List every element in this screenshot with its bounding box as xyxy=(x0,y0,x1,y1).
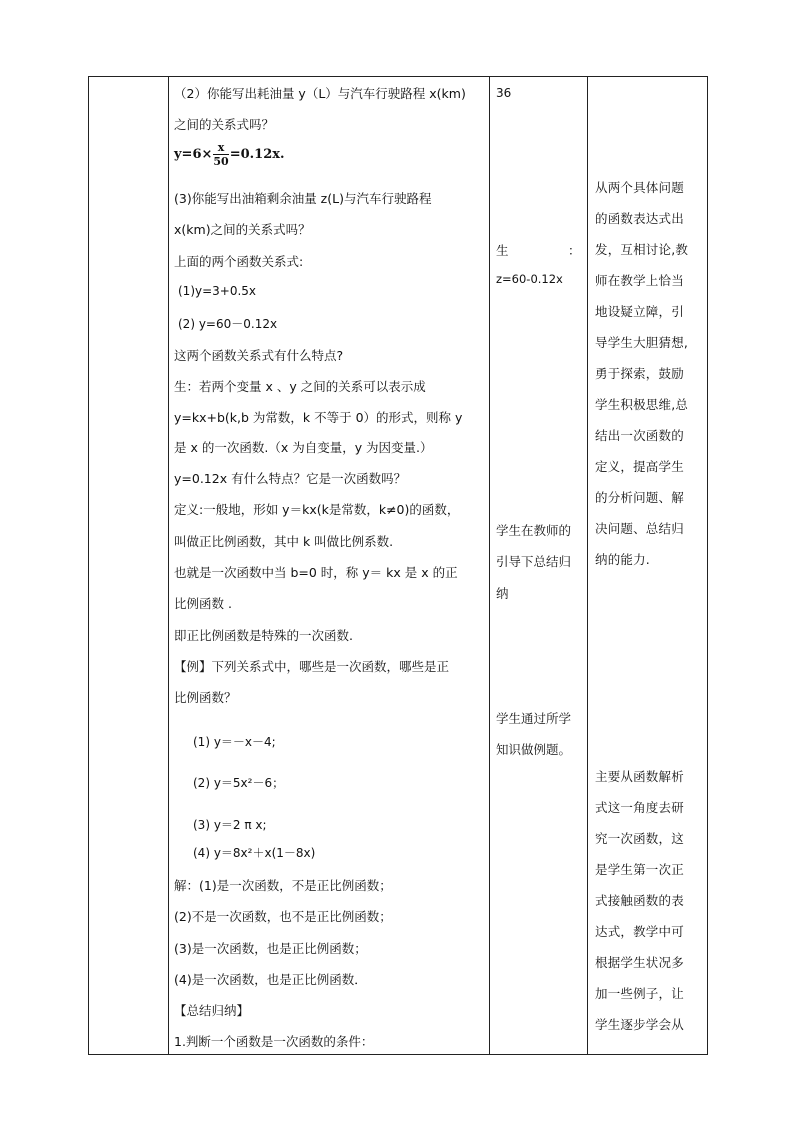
student-definition-line-2: y=kx+b(k,b 为常数，k 不等于 0）的形式，则称 y xyxy=(174,410,463,425)
student-label-colon: ： xyxy=(568,243,581,258)
intent-line: 的函数表达式出 xyxy=(595,211,684,226)
function-1: (1)y=3+0.5x xyxy=(178,284,257,298)
student-activity-line-5: 知识做例题。 xyxy=(496,742,572,757)
table-top-border xyxy=(88,76,708,77)
example-item-2: (2) y＝5x²－6； xyxy=(193,776,285,790)
also-line-1: 也就是一次函数中当 b=0 时，称 y＝ kx 是 x 的正 xyxy=(174,565,458,580)
question-2-line-2: 之间的关系式吗？ xyxy=(174,117,275,132)
column-divider-3 xyxy=(587,76,588,1055)
solution-line-3: (3)是一次函数，也是正比例函数； xyxy=(174,941,367,956)
intent-line: 达式，教学中可 xyxy=(595,924,684,939)
question-3-line-1: (3)你能写出油箱剩余油量 z(L)与汽车行驶路程 xyxy=(174,191,432,206)
also-line-2: 比例函数 . xyxy=(174,596,232,611)
example-line-2: 比例函数？ xyxy=(174,690,237,705)
solution-line-2: (2)不是一次函数，也不是正比例函数； xyxy=(174,909,392,924)
student-activity-line-4: 学生通过所学 xyxy=(496,711,572,726)
student-definition-line-3: 是 x 的一次函数.（x 为自变量，y 为因变量.） xyxy=(174,440,433,455)
student-activity-line-1: 学生在教师的 xyxy=(496,523,572,538)
example-line-1: 【例】下列关系式中，哪些是一次函数，哪些是正 xyxy=(174,659,450,674)
definition-line-2: 叫做正比例函数，其中 k 叫做比例系数. xyxy=(174,534,394,549)
intent-line: 师在教学上恰当 xyxy=(595,273,684,288)
table-right-border xyxy=(707,76,708,1055)
formula-prefix: y=6× xyxy=(174,147,213,162)
student-activity-line-2: 引导下总结归 xyxy=(496,554,572,569)
student-definition-line-1: 生：若两个变量 x 、y 之间的关系可以表示成 xyxy=(174,379,426,394)
intent-line: 究一次函数，这 xyxy=(595,831,684,846)
intent-line: 式这一角度去研 xyxy=(595,800,684,815)
formula-denominator: 50 xyxy=(213,155,229,168)
intent-line: 从两个具体问题 xyxy=(595,180,684,195)
intent-line: 根据学生状况多 xyxy=(595,955,684,970)
student-answer-36: 36 xyxy=(496,86,512,100)
definition-line-1: 定义:一般地，形如 y＝kx(k是常数，k≠0)的函数， xyxy=(174,502,460,517)
intent-line: 结出一次函数的 xyxy=(595,428,684,443)
column-divider-2 xyxy=(489,76,490,1055)
table-bottom-border xyxy=(88,1054,708,1055)
formula-fraction xyxy=(213,141,228,168)
intent-line: 定义，提高学生 xyxy=(595,459,684,474)
intent-line: 学生积极思维,总 xyxy=(595,397,689,412)
features-question: 这两个函数关系式有什么特点? xyxy=(174,348,344,363)
intent-line: 主要从函数解析 xyxy=(595,769,684,784)
fuel-formula xyxy=(174,141,285,168)
example-item-1: (1) y＝－x－4; xyxy=(193,735,276,749)
intent-line: 的分析问题、解 xyxy=(595,490,684,505)
solution-line-4: (4)是一次函数，也是正比例函数． xyxy=(174,972,367,987)
intent-line: 加一些例子，让 xyxy=(595,986,684,1001)
question-3-line-2: x(km)之间的关系式吗？ xyxy=(174,222,311,237)
summary-heading: 【总结归纳】 xyxy=(174,1003,250,1018)
intent-line: 导学生大胆猜想, xyxy=(595,335,689,350)
special-case-note: 即正比例函数是特殊的一次函数. xyxy=(174,628,353,643)
intent-line: 是学生第一次正 xyxy=(595,862,684,877)
intent-line: 式接触函数的表 xyxy=(595,893,684,908)
above-functions-label: 上面的两个函数关系式: xyxy=(174,254,304,269)
intent-line: 发，互相讨论,教 xyxy=(595,242,689,257)
student-answer-z: z=60-0.12x xyxy=(496,272,563,286)
judgement-condition: 1.判断一个函数是一次函数的条件： xyxy=(174,1034,374,1049)
student-activity-line-3: 纳 xyxy=(496,586,509,601)
intent-line: 地设疑立障，引 xyxy=(595,304,684,319)
intent-line: 决问题、总结归 xyxy=(595,521,684,536)
proportional-question: y=0.12x 有什么特点？它是一次函数吗？ xyxy=(174,471,407,486)
example-item-4: (4) y＝8x²＋x(1－8x) xyxy=(193,846,316,860)
formula-suffix: =0.12x. xyxy=(229,147,285,162)
intent-line: 学生逐步学会从 xyxy=(595,1017,684,1032)
table-left-border xyxy=(88,76,89,1055)
intent-line: 勇于探索，鼓励 xyxy=(595,366,684,381)
example-item-3: (3) y＝2 π x; xyxy=(193,818,267,832)
column-divider-1 xyxy=(168,76,169,1055)
question-2-line-1: （2）你能写出耗油量 y（L）与汽车行驶路程 x(km) xyxy=(174,86,466,101)
student-label: 生 xyxy=(496,243,509,258)
intent-line: 纳的能力. xyxy=(595,552,650,567)
formula-numerator: x xyxy=(213,141,228,155)
function-2: (2) y=60－0.12x xyxy=(178,317,278,331)
solution-line-1: 解：(1)是一次函数，不是正比例函数； xyxy=(174,878,392,893)
